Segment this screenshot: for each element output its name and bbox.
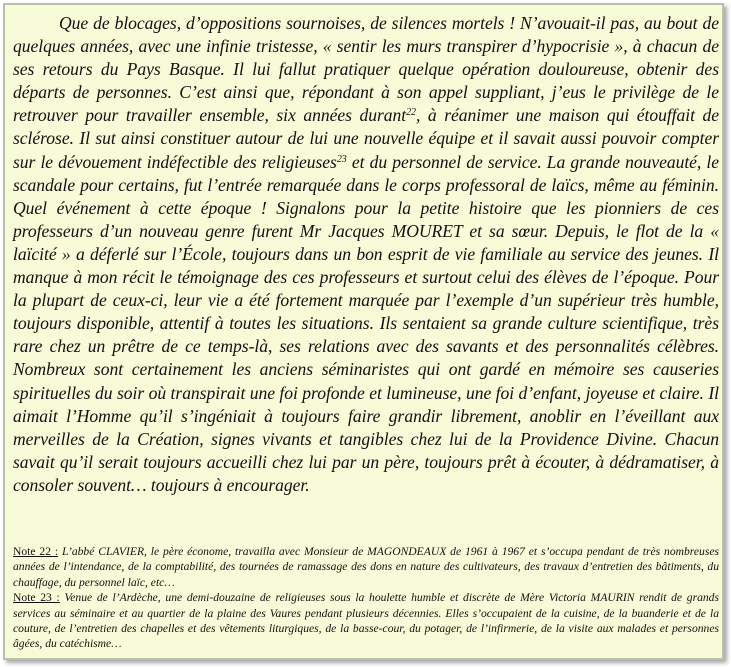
footnote-23-text: Venue de l’Ardèche, une demi-douzaine de religieuses sous la houlette humble et discrète de Mère Victoria MAURIN rendit de grands services au séminaire et au quartier de la plaine des Vaures pendant plusieurs décennies. Elles s’occupaient de la cuisine, de la buanderie et de la couture, de l’entretien des chapelles et des vêtements liturgiques, de la basse-cour, du potager, de l’infirmerie, de la visite aux malades et personnes âgées, du catéchisme… [13,591,719,651]
document-frame [3,3,724,660]
footnote-23-label: Note 23 : [13,591,60,605]
footnote-22-label: Note 22 : [13,545,59,558]
footnote-ref-23[interactable]: 23 [336,153,347,165]
paragraph-part-3: et du personnel de service. La grande nouveauté, le scandale pour certains, fut l’entrée remarquée dans le corps professoral de laïcs, même au féminin. Quel événement à cette époque ! Signalons pour la petite histoire que les pionniers de ces professeurs d’un nouveau genre furent Mr Jacques MOURET et sa sœur. Depuis, le flot de la « laïcité » a déferlé sur l’École, toujours dans un bon esprit de vie familiale au service des jeunes. Il manque à mon récit le témoignage des ces professeurs et surtout celui des élèves de l’époque. Pour la plupart de ceux-ci, leur vie a été fortement marquée par l’exemple d’un supérieur très humble, toujours disponible, attentif à toutes les situations. Ils sentaient sa grande culture scientifique, très rare chez un prêtre de ce temps-là, ses relations avec des savants et des personnalités célèbres. Nombreux sont certainement les anciens séminaristes qui ont gardé en mémoire ses causeries spirituelles du soir où transpirait une foi profonde et lumineuse, une foi d’enfant, joyeuse et claire. Il aimait l’Homme qu’il s’ingéniait à toujours faire grandir librement, anoblir en l’éveillant aux merveilles de la Création, signes vivants et tangibles chez lui de la Providence Divine. Chacun savait qu’il serait toujours accueilli chez lui par un père, toujours prêt à écouter, à dédramatiser, à consoler souvent… toujours à encourager. [13,151,719,495]
paragraph-part-2: , à réanimer une maison qui étouffait de sclérose. Il sut ainsi constituer autour de lui une nouvelle équipe et il savait aussi pouvoir compter sur le dévouement indéfectible des religieuses [13,105,719,172]
footnote-23 [13,590,719,652]
footnote-22-text: L’abbé CLAVIER, le père économe, travailla avec Monsieur de MAGONDEAUX de 1961 à 1967 et s’occupa pendant de très nombreuses années de l’intendance, de la comptabilité, des tournées de ramassage des dons en nature des cultivateurs, des travaux d’entretien des bâtiments, du chauffage, du personnel laïc, etc… [13,545,719,589]
paragraph-part-1: Que de blocages, d’oppositions sournoises, de silences mortels ! N’avouait-il pas, au bout de quelques années, avec une infinie tristesse, « sentir les murs transpirer d’hypocrisie », à chacun de ses retours du Pays Basque. Il lui fallut pratiquer quelque opération douloureuse, obtenir des départs de personnes. C’est ainsi que, répondant à son appel suppliant, j’eus le privilège de le retrouver pour travailler ensemble, six années durant [13,13,719,126]
footnotes [13,544,719,652]
main-paragraph [13,12,719,497]
footnote-22 [13,544,719,590]
footnote-ref-22[interactable]: 22 [406,107,416,119]
